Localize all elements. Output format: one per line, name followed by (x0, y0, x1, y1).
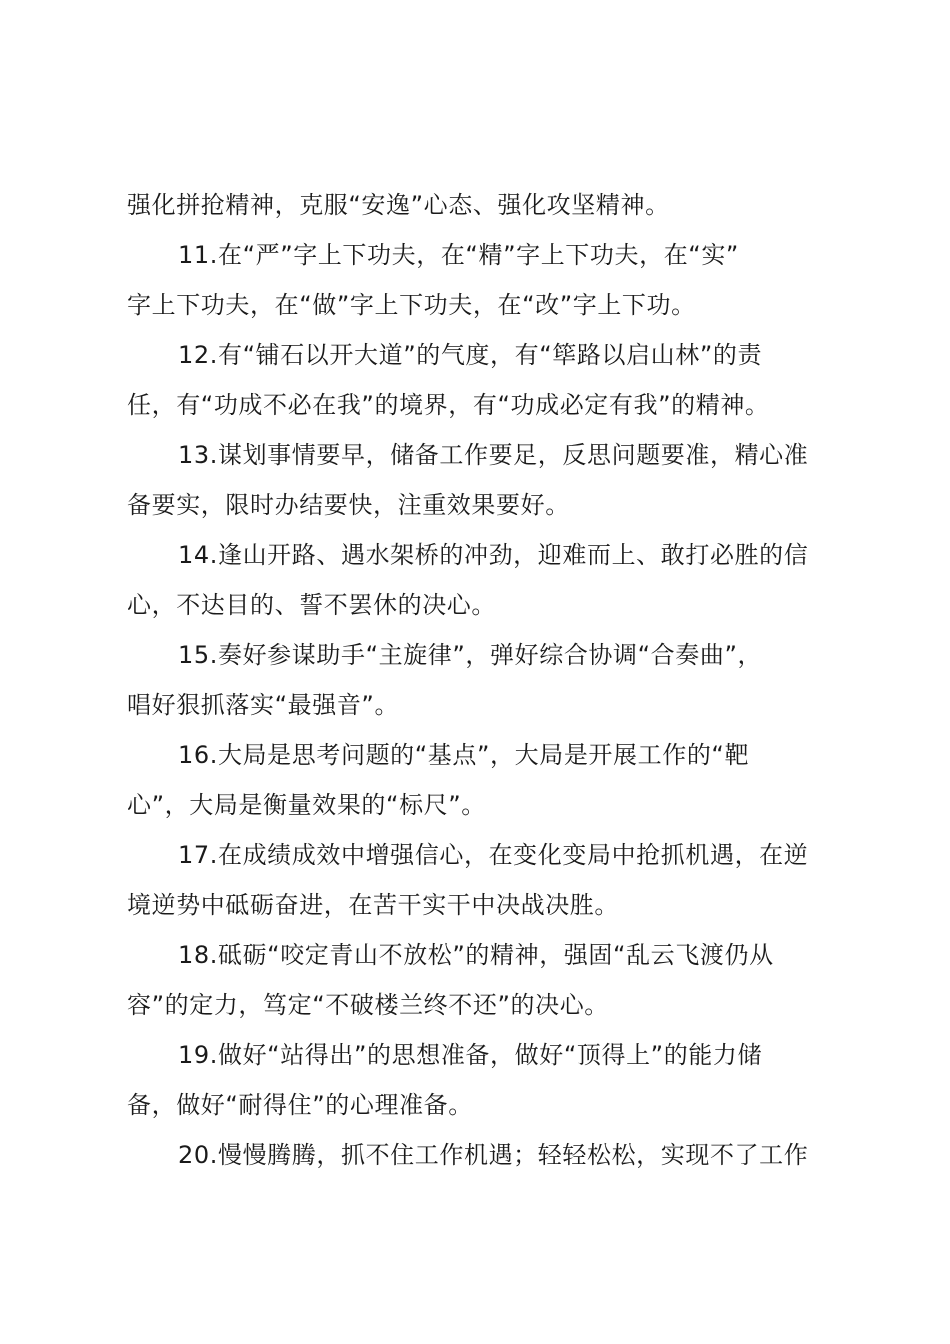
text-line: 16.大局是思考问题的“基点”，大局是开展工作的“靶 (178, 741, 750, 769)
text-line: 12.有“铺石以开大道”的气度，有“筚路以启山林”的责 (178, 341, 763, 369)
text-line: 15.奏好参谋助手“主旋律”，弹好综合协调“合奏曲”， (178, 641, 763, 669)
text-line: 心”，大局是衡量效果的“标尺”。 (127, 791, 486, 819)
text-line: 强化拼抢精神，克服“安逸”心态、强化攻坚精神。 (127, 191, 670, 219)
text-line: 13.谋划事情要早，储备工作要足，反思问题要准，精心准 (178, 441, 809, 469)
text-line: 18.砥砺“咬定青山不放松”的精神，强固“乱云飞渡仍从 (178, 941, 774, 969)
text-line: 心，不达目的、誓不罢休的决心。 (127, 591, 496, 619)
text-line: 备，做好“耐得住”的心理准备。 (127, 1091, 473, 1119)
text-line: 容”的定力，笃定“不破楼兰终不还”的决心。 (127, 991, 609, 1019)
text-line: 任，有“功成不必在我”的境界，有“功成必定有我”的精神。 (127, 391, 770, 419)
text-line: 字上下功夫，在“做”字上下功夫，在“改”字上下功。 (127, 291, 696, 319)
text-line: 备要实，限时办结要快，注重效果要好。 (127, 491, 570, 519)
text-line: 20.慢慢腾腾，抓不住工作机遇；轻轻松松，实现不了工作 (178, 1141, 809, 1169)
text-line: 境逆势中砥砺奋进，在苦干实干中决战决胜。 (127, 891, 619, 919)
text-line: 14.逢山开路、遇水架桥的冲劲，迎难而上、敢打必胜的信 (178, 541, 809, 569)
text-line: 11.在“严”字上下功夫，在“精”字上下功夫，在“实” (178, 241, 739, 269)
text-line: 17.在成绩成效中增强信心，在变化变局中抢抓机遇，在逆 (178, 841, 809, 869)
text-line: 19.做好“站得出”的思想准备，做好“顶得上”的能力储 (178, 1041, 763, 1069)
text-line: 唱好狠抓落实“最强音”。 (127, 691, 400, 719)
